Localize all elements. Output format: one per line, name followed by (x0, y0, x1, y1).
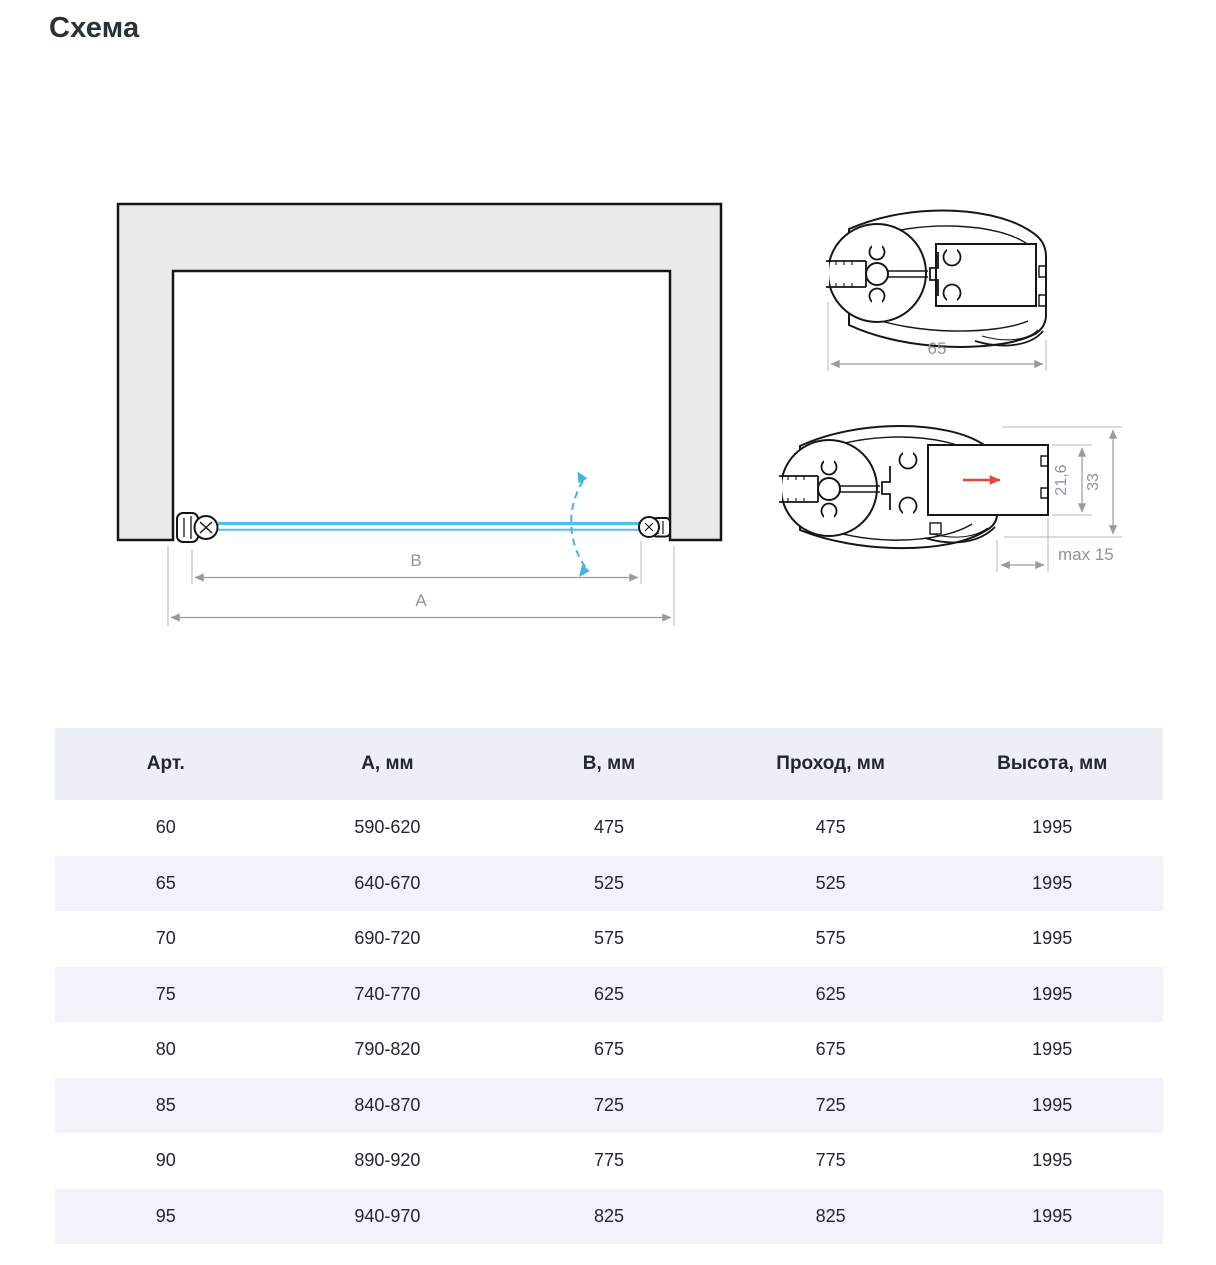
dimension-a-label: A (415, 591, 427, 610)
profile-section-extended (775, 426, 1122, 572)
cell-height: 1995 (1032, 1150, 1073, 1171)
cell-art: 75 (155, 983, 176, 1004)
cell-b: 775 (593, 1150, 625, 1171)
cell-a: 690-720 (354, 928, 421, 949)
page-title: Схема (49, 12, 140, 44)
profile-inner-depth-label: 21,6 (1053, 464, 1070, 496)
table-row (55, 1189, 1163, 1245)
spec-table-header (55, 728, 1163, 800)
table-row (55, 1133, 1163, 1189)
dimension-a (171, 591, 671, 618)
spec-table (55, 728, 1163, 1244)
left-wall-profile-icon (177, 513, 218, 542)
table-row (55, 967, 1163, 1023)
cell-b: 825 (593, 1205, 625, 1226)
cell-b: 725 (593, 1094, 625, 1115)
table-row (55, 800, 1163, 856)
dimension-max-15 (997, 518, 1114, 572)
cell-art: 65 (155, 872, 176, 893)
table-row (55, 1022, 1163, 1078)
cell-passage: 475 (815, 817, 846, 838)
cell-a: 740-770 (354, 983, 421, 1004)
table-row (55, 856, 1163, 912)
cell-a: 940-970 (354, 1205, 421, 1226)
cell-art: 90 (155, 1150, 176, 1171)
cell-height: 1995 (1032, 983, 1073, 1004)
cell-art: 95 (155, 1205, 176, 1226)
cell-passage: 525 (815, 872, 846, 893)
cell-a: 890-920 (354, 1150, 421, 1171)
cell-b: 675 (593, 1039, 625, 1060)
glass-door-panel (218, 524, 644, 530)
col-header-art: Арт. (146, 753, 185, 774)
cell-passage: 575 (815, 928, 846, 949)
cell-height: 1995 (1032, 1039, 1073, 1060)
cell-b: 625 (593, 983, 625, 1004)
cell-passage: 625 (815, 983, 846, 1004)
cell-art: 60 (155, 817, 176, 838)
cell-b: 525 (593, 872, 625, 893)
dimension-b (195, 551, 638, 578)
profile-width-label: 65 (927, 339, 947, 358)
cell-art: 70 (155, 928, 176, 949)
cell-height: 1995 (1032, 928, 1073, 949)
col-header-passage-mm: Проход, мм (776, 753, 885, 774)
wall-plan-shape (118, 204, 721, 540)
adjustment-range-label: max 15 (1058, 545, 1114, 564)
cell-a: 790-820 (354, 1039, 421, 1060)
profile-section-closed (822, 211, 1046, 371)
table-row (55, 911, 1163, 967)
cell-art: 80 (155, 1039, 176, 1060)
dimension-b-label: B (410, 551, 422, 570)
cell-a: 840-870 (354, 1094, 421, 1115)
cell-b: 475 (593, 817, 625, 838)
cell-passage: 725 (815, 1094, 846, 1115)
cell-height: 1995 (1032, 1205, 1073, 1226)
col-header-height-mm: Высота, мм (997, 753, 1108, 774)
main-installation-diagram (118, 204, 721, 626)
col-header-a-mm: А, мм (361, 753, 414, 774)
profile-height-label: 33 (1085, 473, 1102, 491)
cell-height: 1995 (1032, 817, 1073, 838)
cell-height: 1995 (1032, 1094, 1073, 1115)
col-header-b-mm: В, мм (582, 753, 636, 774)
cell-a: 640-670 (354, 872, 421, 893)
cell-passage: 775 (815, 1150, 846, 1171)
right-hinge-icon (639, 517, 670, 537)
cell-a: 590-620 (354, 817, 421, 838)
cell-art: 85 (155, 1094, 176, 1115)
cell-height: 1995 (1032, 872, 1073, 893)
cell-passage: 675 (815, 1039, 846, 1060)
cell-b: 575 (593, 928, 625, 949)
cell-passage: 825 (815, 1205, 846, 1226)
table-row (55, 1078, 1163, 1134)
